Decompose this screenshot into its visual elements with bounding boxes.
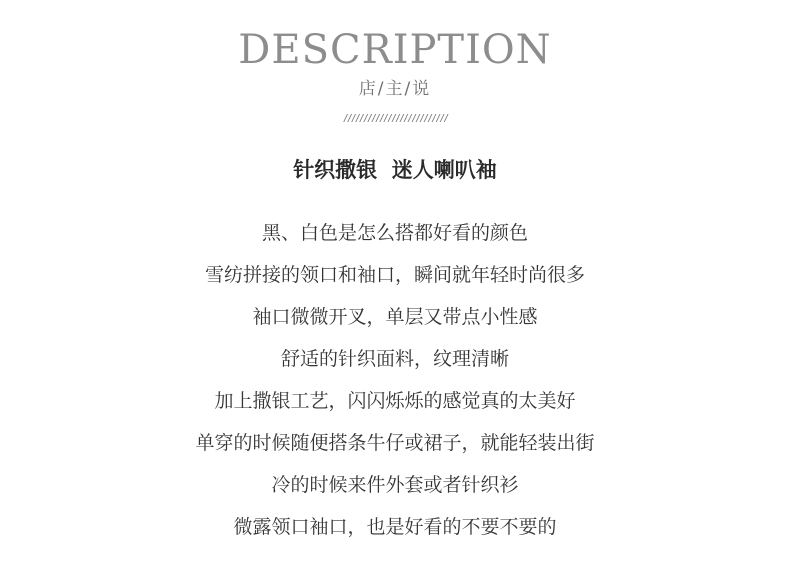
section-subheading: 店/主/说	[358, 79, 432, 99]
description-line: 袖口微微开叉，单层又带点小性感	[252, 306, 538, 328]
description-line: 舒适的针织面料，纹理清晰	[280, 348, 509, 370]
description-line: 加上撒银工艺，闪闪烁烁的感觉真的太美好	[214, 390, 576, 412]
section-heading: DESCRIPTION	[238, 27, 552, 73]
description-line: 微露领口袖口，也是好看的不要不要的	[233, 516, 557, 538]
description-line: 单穿的时候随便搭条牛仔或裙子，就能轻装出街	[195, 432, 595, 454]
description-lines	[0, 219, 790, 555]
description-line: 黑、白色是怎么搭都好看的颜色	[261, 222, 528, 244]
description-line: 冷的时候来件外套或者针织衫	[271, 474, 519, 496]
slash-divider: //////////////////////////	[342, 113, 448, 124]
description-line: 雪纺拼接的领口和袖口，瞬间就年轻时尚很多	[204, 264, 585, 286]
product-title: 针织撒银 迷人喇叭袖	[293, 158, 497, 182]
